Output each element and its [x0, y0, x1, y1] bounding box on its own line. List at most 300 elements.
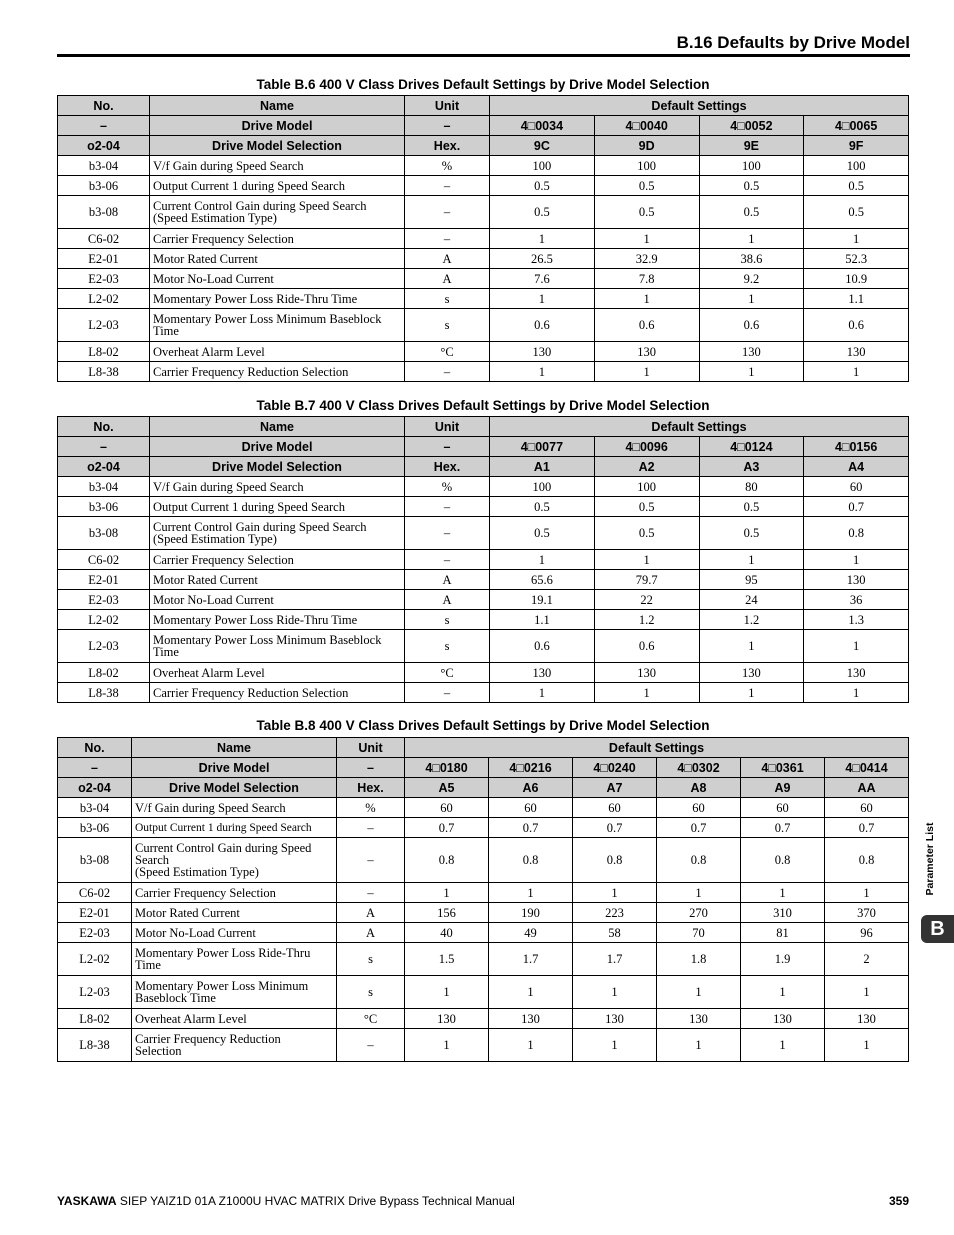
param-no: b3-04 — [58, 156, 150, 176]
table-row — [58, 550, 909, 570]
param-value: 0.7 — [405, 818, 489, 838]
footer-brand: YASKAWA — [57, 1194, 117, 1208]
param-value: 0.5 — [490, 517, 595, 550]
param-name: Output Current 1 during Speed Search — [150, 497, 405, 517]
param-no: b3-06 — [58, 497, 150, 517]
param-value: 0.5 — [699, 517, 804, 550]
param-name: V/f Gain during Speed Search — [132, 798, 337, 818]
param-value: 130 — [825, 1009, 909, 1029]
table-b8-caption: Table B.8 400 V Class Drives Default Settings by Drive Model Selection — [256, 718, 710, 733]
param-value: 0.8 — [825, 838, 909, 883]
drive-model-col: 4□0302 — [657, 758, 741, 778]
param-name-line: Momentary Power Loss Minimum — [135, 979, 309, 993]
param-unit: A — [405, 590, 490, 610]
param-name — [132, 1029, 337, 1062]
param-value: 130 — [489, 1009, 573, 1029]
param-value: 32.9 — [594, 249, 699, 269]
param-value: 7.8 — [594, 269, 699, 289]
param-value: 70 — [657, 923, 741, 943]
param-value: 0.7 — [657, 818, 741, 838]
param-name-line: Baseblock Time — [135, 991, 216, 1005]
param-name-line: Current Control Gain during Speed Search — [153, 199, 367, 213]
param-value: 1 — [657, 1029, 741, 1062]
param-value: 1.7 — [489, 943, 573, 976]
param-value: 7.6 — [490, 269, 595, 289]
param-no: L8-38 — [58, 1029, 132, 1062]
drive-model-label: Drive Model — [150, 116, 405, 136]
param-unit: A — [337, 903, 405, 923]
selection-unit: Hex. — [405, 457, 490, 477]
header-no: No. — [58, 417, 150, 437]
param-value: 0.8 — [573, 838, 657, 883]
param-no: L2-03 — [58, 976, 132, 1009]
param-unit: – — [405, 550, 490, 570]
param-value: 60 — [741, 798, 825, 818]
param-value: 0.5 — [804, 196, 909, 229]
param-value: 60 — [825, 798, 909, 818]
param-value: 0.7 — [804, 497, 909, 517]
drive-model-col: 4□0414 — [825, 758, 909, 778]
param-name: Motor No-Load Current — [132, 923, 337, 943]
param-value: 130 — [699, 663, 804, 683]
param-value: 1 — [405, 976, 489, 1009]
param-name-line: Time — [153, 645, 179, 659]
param-value: 130 — [594, 342, 699, 362]
param-value: 0.5 — [490, 497, 595, 517]
param-value: 130 — [594, 663, 699, 683]
param-value: 100 — [594, 156, 699, 176]
param-value: 0.8 — [657, 838, 741, 883]
param-name-line: Momentary Power Loss Minimum Baseblock — [153, 633, 382, 647]
param-no: L2-03 — [58, 630, 150, 663]
param-value: 156 — [405, 903, 489, 923]
header-default-settings: Default Settings — [405, 738, 909, 758]
param-value: 0.5 — [594, 497, 699, 517]
table-row — [58, 903, 909, 923]
param-value: 1 — [594, 289, 699, 309]
param-value: 190 — [489, 903, 573, 923]
drive-model-col: 4□0040 — [594, 116, 699, 136]
param-value: 130 — [699, 342, 804, 362]
param-name: Momentary Power Loss Ride-Thru Time — [150, 610, 405, 630]
param-value: 130 — [804, 663, 909, 683]
param-value: 80 — [699, 477, 804, 497]
param-unit: s — [405, 289, 490, 309]
param-value: 0.7 — [825, 818, 909, 838]
table-row — [58, 1029, 909, 1062]
table-header-row — [58, 738, 909, 758]
param-name-line: Current Control Gain during Speed Search — [153, 520, 367, 534]
param-value: 1.1 — [490, 610, 595, 630]
header-name: Name — [132, 738, 337, 758]
header-unit: Unit — [337, 738, 405, 758]
param-value: 1 — [573, 883, 657, 903]
param-value: 1 — [699, 550, 804, 570]
param-unit: s — [337, 976, 405, 1009]
param-value: 1 — [741, 883, 825, 903]
param-value: 1 — [489, 1029, 573, 1062]
param-no: L8-02 — [58, 342, 150, 362]
param-no: L2-02 — [58, 943, 132, 976]
param-value: 1 — [825, 1029, 909, 1062]
selection-no: o2-04 — [58, 457, 150, 477]
param-name — [132, 976, 337, 1009]
selection-no: o2-04 — [58, 136, 150, 156]
param-name-line: Time — [135, 958, 161, 972]
param-value: 223 — [573, 903, 657, 923]
param-name: Overheat Alarm Level — [150, 663, 405, 683]
param-value: 1 — [804, 362, 909, 382]
param-value: 370 — [825, 903, 909, 923]
param-unit: – — [405, 362, 490, 382]
param-value: 81 — [741, 923, 825, 943]
param-value: 0.5 — [490, 196, 595, 229]
param-value: 96 — [825, 923, 909, 943]
param-no: L8-38 — [58, 683, 150, 703]
param-value: 1 — [490, 229, 595, 249]
table-b6-caption: Table B.6 400 V Class Drives Default Settings by Drive Model Selection — [256, 77, 710, 92]
param-unit: – — [405, 497, 490, 517]
param-value: 26.5 — [490, 249, 595, 269]
param-no: E2-01 — [58, 903, 132, 923]
param-name: Motor No-Load Current — [150, 269, 405, 289]
param-unit: – — [337, 838, 405, 883]
param-unit: % — [337, 798, 405, 818]
param-unit: s — [337, 943, 405, 976]
drive-model-row — [58, 437, 909, 457]
param-value: 95 — [699, 570, 804, 590]
param-value: 0.5 — [699, 176, 804, 196]
param-no: b3-08 — [58, 838, 132, 883]
table-row — [58, 683, 909, 703]
selection-col: 9D — [594, 136, 699, 156]
param-value: 24 — [699, 590, 804, 610]
selection-col: A3 — [699, 457, 804, 477]
selection-col: 9C — [490, 136, 595, 156]
param-value: 1 — [490, 289, 595, 309]
param-unit: s — [405, 630, 490, 663]
table-row — [58, 630, 909, 663]
header-default-settings: Default Settings — [490, 417, 909, 437]
param-no: E2-03 — [58, 590, 150, 610]
selection-label: Drive Model Selection — [150, 457, 405, 477]
table-row — [58, 923, 909, 943]
param-value: 65.6 — [490, 570, 595, 590]
param-value: 38.6 — [699, 249, 804, 269]
table-row — [58, 818, 909, 838]
param-value: 130 — [573, 1009, 657, 1029]
param-value: 0.6 — [804, 309, 909, 342]
param-unit: °C — [337, 1009, 405, 1029]
param-unit: °C — [405, 663, 490, 683]
param-unit: – — [337, 1029, 405, 1062]
drive-model-label: Drive Model — [132, 758, 337, 778]
param-value: 1 — [489, 883, 573, 903]
drive-model-unit: – — [405, 116, 490, 136]
table-row — [58, 1009, 909, 1029]
param-value: 1 — [804, 229, 909, 249]
param-value: 130 — [741, 1009, 825, 1029]
param-value: 1 — [489, 976, 573, 1009]
param-name: Motor No-Load Current — [150, 590, 405, 610]
param-value: 60 — [489, 798, 573, 818]
param-name-line: Search — [135, 853, 170, 867]
param-value: 1.2 — [594, 610, 699, 630]
table-b7-caption: Table B.7 400 V Class Drives Default Settings by Drive Model Selection — [256, 398, 710, 413]
param-name: Carrier Frequency Reduction Selection — [150, 683, 405, 703]
table-row — [58, 249, 909, 269]
drive-model-row — [58, 116, 909, 136]
drive-model-selection-row — [58, 457, 909, 477]
drive-model-col: 4□0077 — [490, 437, 595, 457]
param-value: 52.3 — [804, 249, 909, 269]
selection-col: A9 — [741, 778, 825, 798]
param-value: 0.5 — [594, 176, 699, 196]
param-no: b3-08 — [58, 196, 150, 229]
header-unit: Unit — [405, 417, 490, 437]
param-value: 1 — [594, 229, 699, 249]
param-name — [150, 630, 405, 663]
table-header-row — [58, 96, 909, 116]
param-name: V/f Gain during Speed Search — [150, 156, 405, 176]
param-name-line: (Speed Estimation Type) — [153, 532, 277, 546]
selection-col: 9F — [804, 136, 909, 156]
table-row — [58, 883, 909, 903]
table-row — [58, 477, 909, 497]
selection-unit: Hex. — [337, 778, 405, 798]
param-value: 0.6 — [490, 309, 595, 342]
param-value: 1 — [594, 362, 699, 382]
param-value: 1 — [699, 630, 804, 663]
param-value: 0.6 — [594, 309, 699, 342]
param-value: 1.3 — [804, 610, 909, 630]
param-value: 130 — [490, 342, 595, 362]
param-value: 1 — [804, 683, 909, 703]
drive-model-unit: – — [405, 437, 490, 457]
param-unit: % — [405, 156, 490, 176]
drive-model-col: 4□0361 — [741, 758, 825, 778]
table-row — [58, 663, 909, 683]
header-default-settings: Default Settings — [490, 96, 909, 116]
param-value: 0.5 — [594, 517, 699, 550]
param-name — [150, 517, 405, 550]
table-row — [58, 229, 909, 249]
table-row — [58, 610, 909, 630]
param-value: 1 — [405, 1029, 489, 1062]
param-name: Motor Rated Current — [150, 249, 405, 269]
param-name-line: Momentary Power Loss Minimum Baseblock — [153, 312, 382, 326]
table-b8 — [57, 737, 909, 1062]
selection-no: o2-04 — [58, 778, 132, 798]
param-name — [132, 943, 337, 976]
table-row — [58, 269, 909, 289]
param-value: 100 — [490, 156, 595, 176]
param-unit: – — [337, 818, 405, 838]
param-name-line: (Speed Estimation Type) — [153, 211, 277, 225]
param-value: 1.2 — [699, 610, 804, 630]
param-value: 10.9 — [804, 269, 909, 289]
param-unit: – — [405, 229, 490, 249]
param-name — [150, 196, 405, 229]
selection-col: A7 — [573, 778, 657, 798]
param-unit: A — [337, 923, 405, 943]
footer — [57, 1194, 515, 1208]
param-value: 1 — [405, 883, 489, 903]
drive-model-no: – — [58, 116, 150, 136]
param-no: L2-02 — [58, 289, 150, 309]
drive-model-unit: – — [337, 758, 405, 778]
param-value: 130 — [405, 1009, 489, 1029]
param-value: 1.1 — [804, 289, 909, 309]
param-value: 130 — [804, 570, 909, 590]
param-value: 60 — [804, 477, 909, 497]
drive-model-selection-row — [58, 778, 909, 798]
param-value: 1 — [657, 883, 741, 903]
param-name — [150, 309, 405, 342]
footer-manual-title: SIEP YAIZ1D 01A Z1000U HVAC MATRIX Drive Bypass Technical Manual — [116, 1194, 515, 1208]
table-row — [58, 590, 909, 610]
param-value: 1 — [594, 683, 699, 703]
drive-model-row — [58, 758, 909, 778]
drive-model-label: Drive Model — [150, 437, 405, 457]
section-title: B.16 Defaults by Drive Model — [676, 33, 910, 52]
side-section-label-text: Parameter List — [924, 822, 936, 896]
param-value: 0.8 — [804, 517, 909, 550]
param-no: E2-03 — [58, 923, 132, 943]
drive-model-col: 4□0156 — [804, 437, 909, 457]
param-value: 0.5 — [490, 176, 595, 196]
selection-col: A5 — [405, 778, 489, 798]
param-name-line: (Speed Estimation Type) — [135, 865, 259, 879]
drive-model-no: – — [58, 758, 132, 778]
selection-col: AA — [825, 778, 909, 798]
table-row — [58, 176, 909, 196]
param-unit: % — [405, 477, 490, 497]
side-section-tab: B — [921, 915, 954, 943]
param-value: 0.8 — [405, 838, 489, 883]
param-value: 1 — [490, 683, 595, 703]
param-no: C6-02 — [58, 229, 150, 249]
table-row — [58, 309, 909, 342]
drive-model-no: – — [58, 437, 150, 457]
param-no: b3-06 — [58, 176, 150, 196]
param-unit: A — [405, 570, 490, 590]
param-value: 0.5 — [804, 176, 909, 196]
table-b6 — [57, 95, 909, 382]
param-no: b3-04 — [58, 477, 150, 497]
param-value: 100 — [490, 477, 595, 497]
param-no: E2-01 — [58, 249, 150, 269]
param-value: 1 — [741, 976, 825, 1009]
param-unit: °C — [405, 342, 490, 362]
header-name: Name — [150, 417, 405, 437]
param-value: 79.7 — [594, 570, 699, 590]
param-no: L8-38 — [58, 362, 150, 382]
drive-model-col: 4□0034 — [490, 116, 595, 136]
param-value: 9.2 — [699, 269, 804, 289]
param-value: 1 — [699, 362, 804, 382]
param-value: 1 — [825, 883, 909, 903]
param-value: 19.1 — [490, 590, 595, 610]
param-value: 0.8 — [489, 838, 573, 883]
param-value: 36 — [804, 590, 909, 610]
param-value: 1 — [699, 683, 804, 703]
param-name: Overheat Alarm Level — [132, 1009, 337, 1029]
table-row — [58, 570, 909, 590]
header-name: Name — [150, 96, 405, 116]
param-value: 1 — [490, 550, 595, 570]
selection-label: Drive Model Selection — [150, 136, 405, 156]
selection-col: A8 — [657, 778, 741, 798]
param-value: 0.7 — [489, 818, 573, 838]
drive-model-col: 4□0180 — [405, 758, 489, 778]
table-row — [58, 976, 909, 1009]
param-name: Motor Rated Current — [150, 570, 405, 590]
param-value: 130 — [804, 342, 909, 362]
param-value: 0.8 — [741, 838, 825, 883]
param-value: 22 — [594, 590, 699, 610]
param-name: Carrier Frequency Selection — [150, 550, 405, 570]
param-value: 1 — [490, 362, 595, 382]
param-value: 40 — [405, 923, 489, 943]
selection-unit: Hex. — [405, 136, 490, 156]
param-value: 0.5 — [699, 497, 804, 517]
param-name: V/f Gain during Speed Search — [150, 477, 405, 497]
table-row — [58, 342, 909, 362]
param-value: 60 — [657, 798, 741, 818]
param-no: L2-03 — [58, 309, 150, 342]
param-value: 130 — [657, 1009, 741, 1029]
param-value: 1 — [573, 1029, 657, 1062]
param-name: Carrier Frequency Selection — [132, 883, 337, 903]
param-no: L2-02 — [58, 610, 150, 630]
drive-model-col: 4□0216 — [489, 758, 573, 778]
param-value: 1 — [804, 550, 909, 570]
table-row — [58, 798, 909, 818]
param-value: 100 — [699, 156, 804, 176]
param-value: 1.5 — [405, 943, 489, 976]
param-value: 1 — [699, 229, 804, 249]
param-value: 1 — [741, 1029, 825, 1062]
param-name: Carrier Frequency Selection — [150, 229, 405, 249]
table-b7 — [57, 416, 909, 703]
param-value: 0.7 — [741, 818, 825, 838]
param-value: 130 — [490, 663, 595, 683]
table-row — [58, 289, 909, 309]
param-unit: – — [405, 196, 490, 229]
param-no: b3-04 — [58, 798, 132, 818]
side-section-label — [921, 817, 939, 901]
param-value: 58 — [573, 923, 657, 943]
param-value: 1 — [804, 630, 909, 663]
param-unit: A — [405, 249, 490, 269]
param-name: Output Current 1 during Speed Search — [150, 176, 405, 196]
table-row — [58, 497, 909, 517]
param-name-line: Selection — [135, 1044, 182, 1058]
param-unit: – — [405, 176, 490, 196]
table-header-row — [58, 417, 909, 437]
drive-model-selection-row — [58, 136, 909, 156]
selection-col: 9E — [699, 136, 804, 156]
header-no: No. — [58, 738, 132, 758]
header-no: No. — [58, 96, 150, 116]
param-no: L8-02 — [58, 1009, 132, 1029]
param-value: 0.7 — [573, 818, 657, 838]
param-value: 1 — [825, 976, 909, 1009]
page-number: 359 — [888, 1194, 909, 1208]
drive-model-col: 4□0052 — [699, 116, 804, 136]
selection-col: A2 — [594, 457, 699, 477]
